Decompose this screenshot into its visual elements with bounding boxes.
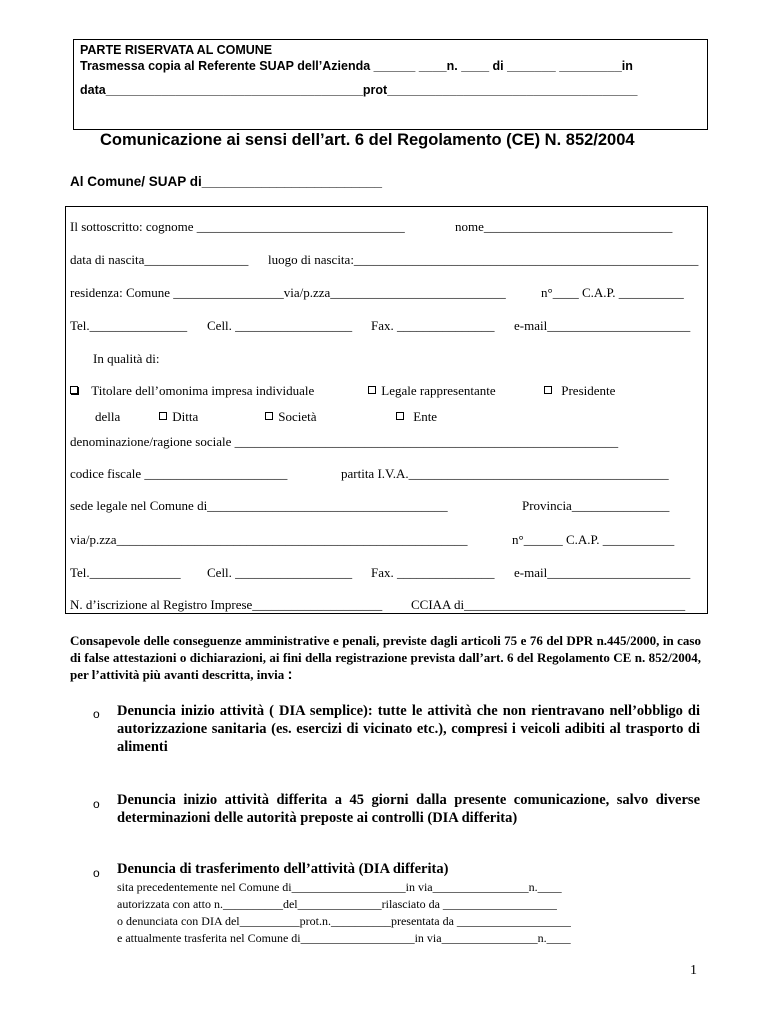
checkbox-icon[interactable] [368, 386, 376, 394]
field-denominazione: denominazione/ragione sociale ___________________________________________________________ [70, 434, 619, 449]
field-codice-fiscale: codice fiscale ______________________ [70, 466, 288, 481]
option-legale[interactable] [368, 383, 496, 399]
consapevole-text: Consapevole delle conseguenze amministrative e penali, previste dagli articoli 75 e 76 del DPR n.445/2000, in caso di false attestazioni o dichiarazioni, ai fini della registrazione prevista dall’art. 6 del Regolamento CE n. 852/2004, per l’attività più avanti descritta, invia [70, 633, 701, 682]
field-sede-legale: sede legale nel Comune di_____________________________________ [70, 498, 448, 513]
option-societa[interactable] [265, 409, 317, 425]
field-tel: Tel._______________ [70, 318, 188, 333]
option-titolare[interactable] [70, 383, 314, 399]
checkbox-icon[interactable] [396, 412, 404, 420]
trasferimento-line3: o denunciata con DIA del__________prot.n.__________presentata da ___________________ [117, 914, 571, 928]
trasferimento-line1: sita precedentemente nel Comune di___________________in via________________n.____ [117, 880, 562, 894]
field-data-nascita: data di nascita________________ [70, 252, 249, 267]
option-ente[interactable] [396, 409, 437, 425]
option-bullet: o [93, 707, 100, 721]
consapevole-paragraph [70, 632, 701, 683]
checkbox-icon[interactable] [70, 386, 78, 394]
trasferimento-line4: e attualmente trasferita nel Comune di___________________in via________________n.____ [117, 931, 571, 945]
field-partita-iva: partita I.V.A.________________________________________ [341, 466, 669, 481]
field-cap-sede: n°______ C.A.P. ___________ [512, 532, 675, 547]
field-residenza-cap: n°____ C.A.P. __________ [541, 285, 684, 300]
field-cell-impresa: Cell. __________________ [207, 565, 353, 580]
option-legale-label: Legale rappresentante [381, 383, 496, 398]
comune-line: Al Comune/ SUAP di________________________ [70, 174, 382, 189]
field-fax-impresa: Fax. _______________ [371, 565, 495, 580]
page-title: Comunicazione ai sensi dell’art. 6 del Regolamento (CE) N. 852/2004 [100, 131, 635, 149]
reserved-section-title: PARTE RISERVATA AL COMUNE [80, 43, 273, 57]
option-dia-differita: Denuncia inizio attività differita a 45 giorni dalla presente comunicazione, salvo diverse determinazioni delle autorità preposte ai controlli (DIA differita) [117, 792, 700, 826]
reserved-section-line2: data_____________________________________prot____________________________________ [80, 83, 638, 97]
field-iscrizione: N. d’iscrizione al Registro Imprese____________________ [70, 597, 383, 612]
option-ditta-label: Ditta [172, 409, 199, 424]
field-email-impresa: e-mail______________________ [514, 565, 691, 580]
consapevole-colon: : [287, 666, 293, 683]
field-cell: Cell. __________________ [207, 318, 353, 333]
field-fax: Fax. _______________ [371, 318, 495, 333]
option-ditta[interactable] [159, 409, 198, 425]
trasferimento-line2: autorizzata con atto n.__________del______________rilasciato da ___________________ [117, 897, 557, 911]
option-societa-label: Società [278, 409, 317, 424]
della-label: della [95, 409, 121, 424]
field-tel-impresa: Tel.______________ [70, 565, 181, 580]
field-residenza: residenza: Comune _________________via/p.zza___________________________ [70, 285, 506, 300]
field-nome: nome_____________________________ [455, 219, 673, 234]
checkbox-icon[interactable] [159, 412, 167, 420]
field-via-sede: via/p.zza______________________________________________________ [70, 532, 468, 547]
page-number: 1 [690, 963, 697, 978]
option-presidente-label: Presidente [561, 383, 616, 398]
option-bullet: o [93, 797, 100, 811]
checkbox-icon[interactable] [544, 386, 552, 394]
field-email: e-mail______________________ [514, 318, 691, 333]
field-provincia: Provincia_______________ [522, 498, 670, 513]
option-presidente[interactable] [544, 383, 615, 399]
option-dia-semplice: Denuncia inizio attività ( DIA semplice): tutte le attività che non rientravano nell’obbligo di autorizzazione sanitaria (es. esercizi di vicinato etc.), compresi i veicoli adibiti al trasporto di alimenti [117, 703, 700, 755]
option-titolare-label: Titolare dell’omonima impresa individuale [91, 383, 315, 398]
checkbox-icon[interactable] [265, 412, 273, 420]
field-luogo-nascita: luogo di nascita:_____________________________________________________ [268, 252, 699, 267]
option-trasferimento: Denuncia di trasferimento dell’attività (DIA differita) [117, 861, 449, 877]
option-bullet: o [93, 866, 100, 880]
reserved-section-line1: Trasmessa copia al Referente SUAP dell’Azienda ______ ____n. ____ di _______ _________in [80, 59, 633, 73]
field-cciaa: CCIAA di__________________________________ [411, 597, 686, 612]
option-ente-label: Ente [413, 409, 438, 424]
field-cognome: Il sottoscritto: cognome ________________________________ [70, 219, 405, 234]
qualita-label: In qualità di: [93, 351, 160, 366]
